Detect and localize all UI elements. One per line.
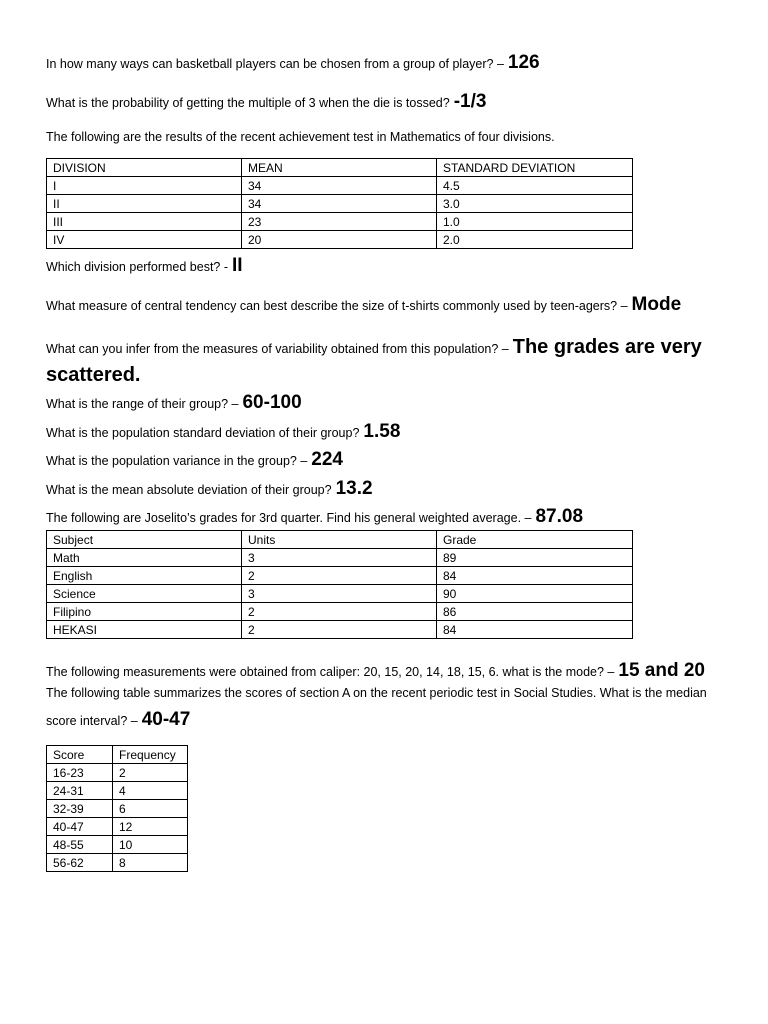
grades-table-row xyxy=(47,549,633,567)
grades-table-row xyxy=(47,603,633,621)
question-8-answer: 224 xyxy=(311,449,343,470)
question-2-answer: -1/3 xyxy=(453,91,487,112)
divisions-intro: The following are the results of the recent achievement test in Mathematics of four divisions. xyxy=(46,130,555,144)
score-table-cell: 24-31 xyxy=(47,782,113,800)
question-10-text: The following are Joselito’s grades for 3rd quarter. Find his general weighted average. – xyxy=(46,511,532,525)
question-3-text: Which division performed best? - xyxy=(46,260,229,274)
question-9-text: What is the mean absolute deviation of their group? xyxy=(46,483,332,497)
division-table-header-cell: DIVISION xyxy=(47,159,242,177)
score-table-row xyxy=(47,818,188,836)
question-7-text: What is the population standard deviation of their group? xyxy=(46,426,360,440)
division-table-cell: III xyxy=(47,213,242,231)
division-table-header-row xyxy=(47,159,633,177)
division-table-cell: I xyxy=(47,177,242,195)
question-1-answer: 126 xyxy=(507,52,540,73)
question-4-answer: Mode xyxy=(631,294,682,315)
question-2 xyxy=(46,92,486,113)
grades-table-cell: 90 xyxy=(437,585,633,603)
question-5-answer-line2: scattered. xyxy=(46,364,141,386)
score-table-cell: 32-39 xyxy=(47,800,113,818)
grades-table-cell: 84 xyxy=(437,567,633,585)
question-12-line2 xyxy=(46,710,190,731)
question-12-answer: 40-47 xyxy=(141,709,191,730)
grades-table-header-cell: Subject xyxy=(47,531,242,549)
score-table-cell: 16-23 xyxy=(47,764,113,782)
division-table-row xyxy=(47,195,633,213)
score-table-cell: 4 xyxy=(113,782,188,800)
score-table-cell: 56-62 xyxy=(47,854,113,872)
question-6-answer: 60-100 xyxy=(242,392,302,413)
division-table-cell: 34 xyxy=(242,177,437,195)
grades-table-cell: Science xyxy=(47,585,242,603)
division-table-cell: 23 xyxy=(242,213,437,231)
grades-table-cell: English xyxy=(47,567,242,585)
question-4-text: What measure of central tendency can best describe the size of t-shirts commonly used by teen-agers? – xyxy=(46,299,628,313)
division-table-cell: 34 xyxy=(242,195,437,213)
question-5-text: What can you infer from the measures of variability obtained from this population? – xyxy=(46,342,509,356)
question-11-text: The following measurements were obtained from caliper: 20, 15, 20, 14, 18, 15, 6. what is the mode? – xyxy=(46,665,615,679)
grades-table-cell: 2 xyxy=(242,621,437,639)
question-4 xyxy=(46,295,681,316)
division-table-cell: 20 xyxy=(242,231,437,249)
grades-table-row xyxy=(47,621,633,639)
question-8-text: What is the population variance in the group? – xyxy=(46,454,308,468)
question-1 xyxy=(46,53,540,74)
question-9 xyxy=(46,479,373,500)
score-table-cell: 40-47 xyxy=(47,818,113,836)
score-table-row xyxy=(47,764,188,782)
question-7-answer: 1.58 xyxy=(363,421,401,442)
score-table-cell: 48-55 xyxy=(47,836,113,854)
score-table-cell: 12 xyxy=(113,818,188,836)
score-table-header-row xyxy=(47,746,188,764)
grades-table-cell: Filipino xyxy=(47,603,242,621)
division-table-cell: 1.0 xyxy=(437,213,633,231)
question-12-line1: The following table summarizes the scores of section A on the recent periodic test in Social Studies. What is the median xyxy=(46,686,707,700)
question-5 xyxy=(46,336,702,358)
grades-table-row xyxy=(47,585,633,603)
grades-table-header-cell: Grade xyxy=(437,531,633,549)
score-table-cell: 6 xyxy=(113,800,188,818)
question-1-text: In how many ways can basketball players can be chosen from a group of player? – xyxy=(46,57,504,71)
question-10 xyxy=(46,507,583,528)
division-table-cell: II xyxy=(47,195,242,213)
question-11 xyxy=(46,661,705,682)
grades-table-cell: 3 xyxy=(242,585,437,603)
score-table-row xyxy=(47,800,188,818)
question-12-text: score interval? – xyxy=(46,714,138,728)
score-table-row xyxy=(47,854,188,872)
grades-table-cell: 3 xyxy=(242,549,437,567)
score-table-cell: 10 xyxy=(113,836,188,854)
score-table-row xyxy=(47,782,188,800)
question-5-answer-line1: The grades are very xyxy=(512,336,702,358)
question-3 xyxy=(46,256,243,277)
grades-table-cell: 84 xyxy=(437,621,633,639)
grades-table xyxy=(46,530,633,639)
question-8 xyxy=(46,450,343,471)
grades-table-cell: 2 xyxy=(242,567,437,585)
question-11-answer: 15 and 20 xyxy=(618,660,705,681)
question-2-text: What is the probability of getting the multiple of 3 when the die is tossed? xyxy=(46,96,450,110)
division-table-cell: 2.0 xyxy=(437,231,633,249)
grades-table-header-cell: Units xyxy=(242,531,437,549)
division-table-row xyxy=(47,177,633,195)
score-table xyxy=(46,745,188,872)
score-table-header-cell: Score xyxy=(47,746,113,764)
grades-table-cell: 2 xyxy=(242,603,437,621)
division-table-row xyxy=(47,213,633,231)
grades-table-cell: HEKASI xyxy=(47,621,242,639)
division-table-header-cell: STANDARD DEVIATION xyxy=(437,159,633,177)
division-table xyxy=(46,158,633,249)
grades-table-header-row xyxy=(47,531,633,549)
score-table-cell: 2 xyxy=(113,764,188,782)
score-table-header-cell: Frequency xyxy=(113,746,188,764)
score-table-cell: 8 xyxy=(113,854,188,872)
question-6 xyxy=(46,393,302,414)
grades-table-cell: Math xyxy=(47,549,242,567)
division-table-cell: IV xyxy=(47,231,242,249)
grades-table-cell: 86 xyxy=(437,603,633,621)
question-6-text: What is the range of their group? – xyxy=(46,397,239,411)
division-table-cell: 3.0 xyxy=(437,195,633,213)
question-3-answer: II xyxy=(232,255,243,276)
score-table-row xyxy=(47,836,188,854)
question-9-answer: 13.2 xyxy=(335,478,373,499)
division-table-header-cell: MEAN xyxy=(242,159,437,177)
grades-table-cell: 89 xyxy=(437,549,633,567)
question-5-continued xyxy=(46,364,141,386)
question-10-answer: 87.08 xyxy=(535,506,584,527)
division-table-cell: 4.5 xyxy=(437,177,633,195)
grades-table-row xyxy=(47,567,633,585)
question-7 xyxy=(46,422,400,443)
division-table-row xyxy=(47,231,633,249)
